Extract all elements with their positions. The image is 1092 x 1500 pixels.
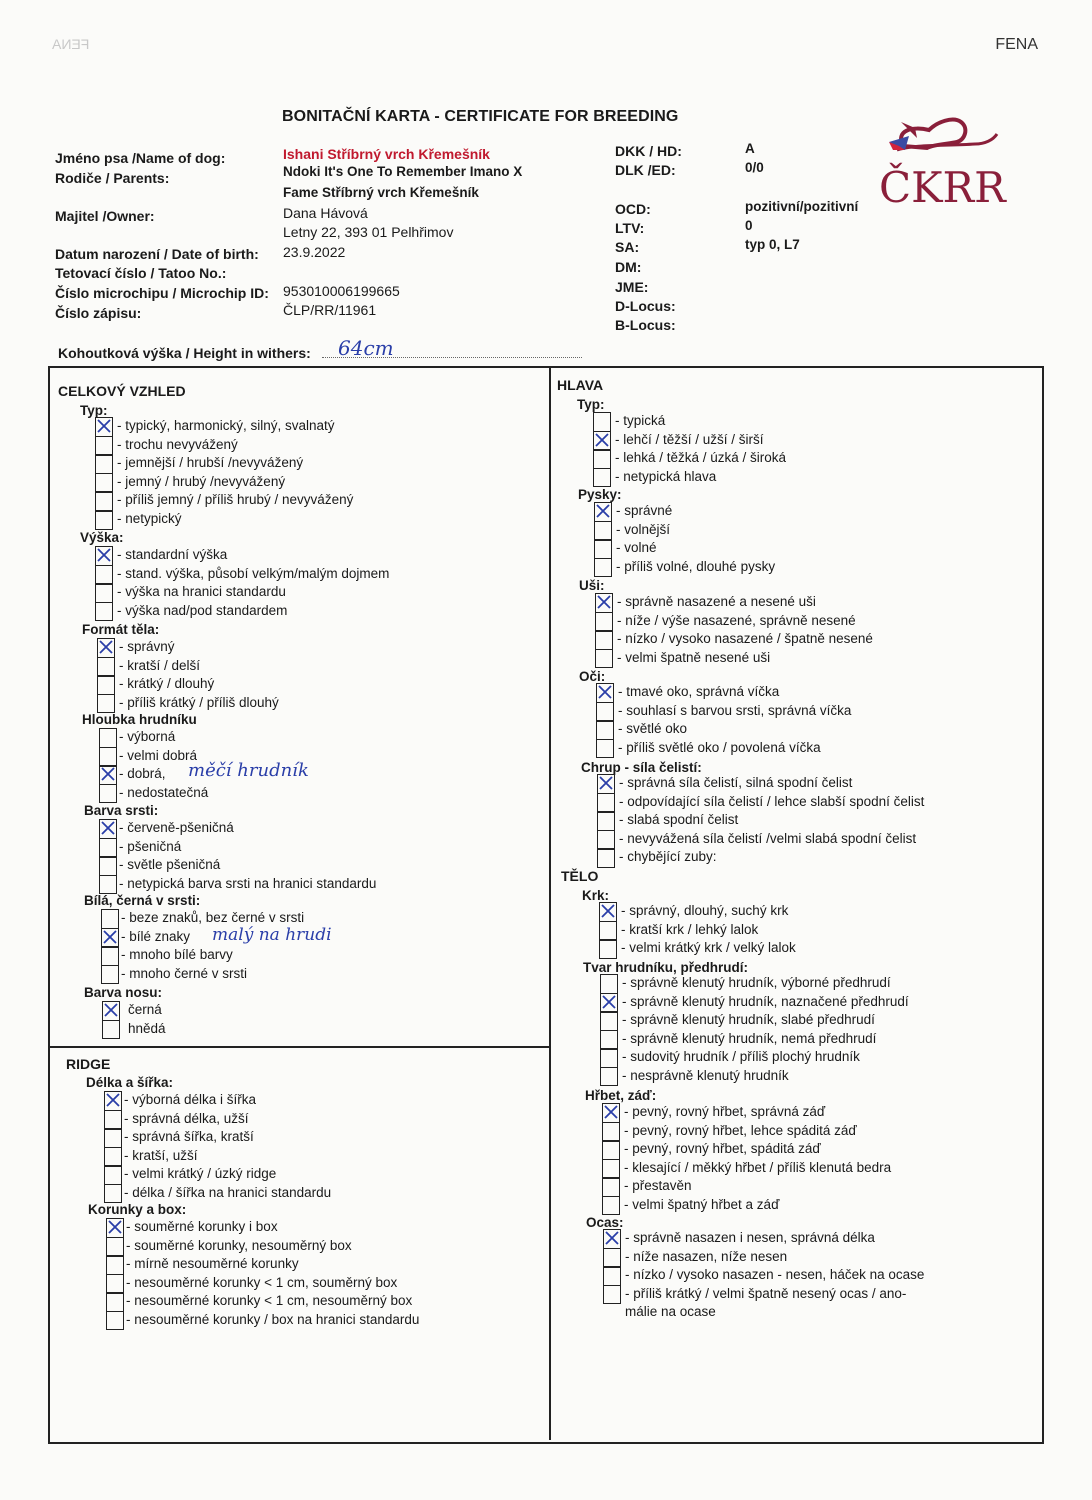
krk-check-mark <box>600 903 616 919</box>
pysky-option: - správné <box>616 503 673 518</box>
page-title: BONITAČNÍ KARTA - CERTIFICATE FOR BREEDING <box>282 108 679 125</box>
checkbox-divider <box>100 747 116 749</box>
format-check-mark <box>98 639 114 655</box>
bila-checkbox-column[interactable] <box>101 909 119 984</box>
checkbox-divider <box>604 1266 620 1268</box>
checkbox-divider <box>100 838 116 840</box>
checkbox-divider <box>96 473 112 475</box>
bila-label: Bílá, černá v srsti: <box>84 893 201 908</box>
checkbox-divider <box>107 1255 123 1257</box>
checkbox-divider <box>594 468 610 470</box>
korunky-option: - souměrné korunky, nesouměrný box <box>126 1237 352 1253</box>
korunky-option: - nesouměrné korunky < 1 cm, nesouměrný box <box>126 1293 413 1308</box>
typ-option: - lehčí / těžší / užší / širší <box>615 431 764 447</box>
korunky-checkbox-column[interactable] <box>106 1218 124 1330</box>
vyska-check-mark <box>96 547 112 563</box>
vyska-option: - výška nad/pod standardem <box>117 602 288 618</box>
typ-label: Typ: <box>80 403 108 418</box>
health-label: SA: <box>615 239 640 255</box>
typ-option: - typický, harmonický, silný, svalnatý <box>117 418 335 433</box>
typ-option: - typická <box>615 413 666 428</box>
bila-option: - beze znaků, bez černé v srsti <box>121 910 305 925</box>
owner-name: Dana Hávová <box>283 205 368 221</box>
hrbet-label: Hřbet, záď: <box>585 1088 657 1103</box>
bila-check-mark <box>102 929 118 945</box>
checkbox-divider <box>603 1196 619 1198</box>
checkbox-divider <box>96 565 112 567</box>
health-label: DLK /ED: <box>615 162 676 178</box>
reg-value: ČLP/RR/11961 <box>283 302 377 318</box>
health-value: 0 <box>745 218 753 233</box>
telo-heading: TĚLO <box>561 868 599 884</box>
ocas-option: málie na ocase <box>625 1304 716 1319</box>
svg-text:ČKRR: ČKRR <box>879 163 1006 210</box>
height-value: 64cm <box>338 336 394 360</box>
usi-option: - nízko / vysoko nasazené / špatně nesené <box>617 631 873 646</box>
fena-label: FENA <box>995 36 1038 53</box>
height-underline <box>322 357 582 358</box>
typ-option: - trochu nevyvážený <box>117 436 238 452</box>
oci-check-mark <box>597 684 613 700</box>
checkbox-divider <box>595 539 611 541</box>
vyska-label: Výška: <box>80 530 124 545</box>
typ-option: - příliš jemný / příliš hrubý / nevyvážený <box>117 492 354 508</box>
korunky-option: - nesouměrné korunky / box na hranici standardu <box>126 1311 420 1327</box>
usi-option: - správně nasazené a nesené uši <box>617 594 816 609</box>
barva-check-mark <box>100 820 116 836</box>
checkbox-divider <box>601 1011 617 1013</box>
delka-label: Délka a šířka: <box>86 1075 174 1090</box>
health-label: LTV: <box>615 220 645 236</box>
ridge-heading: RIDGE <box>66 1056 111 1072</box>
checkbox-divider <box>597 720 613 722</box>
format-label: Formát těla: <box>82 622 160 637</box>
checkbox-divider <box>601 1048 617 1050</box>
typ-option: - netypická hlava <box>615 468 717 484</box>
krk-option: - velmi krátký krk / velký lalok <box>621 940 796 955</box>
usi-option: - níže / výše nasazené, správně nesené <box>617 612 856 628</box>
checkbox-divider <box>596 612 612 614</box>
delka-option: - kratší, užší <box>124 1147 198 1163</box>
tvar-option: - nesprávně klenutý hrudník <box>622 1067 789 1083</box>
checkbox-divider <box>601 1030 617 1032</box>
pysky-checkbox-column[interactable] <box>594 502 612 577</box>
column-divider <box>549 368 551 1440</box>
krk-option: - správný, dlouhý, suchý krk <box>621 903 789 918</box>
hrbet-option: - velmi špatný hřbet a záď <box>624 1196 780 1212</box>
nos-check-mark <box>103 1002 119 1018</box>
nos-label: Barva nosu: <box>84 985 163 1000</box>
checkbox-divider <box>96 510 112 512</box>
chip-label: Číslo microchipu / Microchip ID: <box>55 285 269 301</box>
nos-option: hnědá <box>128 1020 166 1036</box>
delka-option: - výborná délka i šířka <box>124 1092 257 1107</box>
health-label: OCD: <box>615 201 651 217</box>
ocas-option: - níže nasazen, níže nesen <box>625 1248 788 1264</box>
tvar-option: - správně klenutý hrudník, slabé předhrudí <box>622 1012 875 1027</box>
vyska-checkbox-column[interactable] <box>95 546 113 621</box>
vyska-option: - výška na hranici standardu <box>117 584 286 599</box>
hloubka-check-mark <box>100 766 116 782</box>
chrup-option: - chybějící zuby: <box>619 849 717 864</box>
health-value: 0/0 <box>745 160 764 175</box>
barva-label: Barva srsti: <box>84 803 159 818</box>
checkbox-divider <box>105 1147 121 1149</box>
hloubka-option: - nedostatečná <box>119 784 209 800</box>
chrup-check-mark <box>598 775 614 791</box>
health-label: DKK / HD: <box>615 143 682 159</box>
checkbox-divider <box>96 583 112 585</box>
pysky-label: Pysky: <box>578 487 622 502</box>
health-label: DM: <box>615 259 642 275</box>
chrup-option: - správná síla čelistí, silná spodní čelist <box>619 775 853 790</box>
hrbet-option: - pevný, rovný hřbet, správná záď <box>624 1104 826 1119</box>
chrup-label: Chrup - síla čelistí: <box>581 760 702 775</box>
pysky-option: - volnější <box>616 521 671 537</box>
oci-label: Oči: <box>579 669 606 684</box>
checkbox-divider <box>603 1122 619 1124</box>
checkbox-divider <box>107 1311 123 1313</box>
health-value: pozitivní/pozitivní <box>745 199 859 214</box>
ocas-check-mark <box>604 1230 620 1246</box>
nos-option: černá <box>128 1002 162 1017</box>
checkbox-divider <box>105 1110 121 1112</box>
ridge-divider <box>50 1046 549 1048</box>
checkbox-divider <box>105 1165 121 1167</box>
checkbox-divider <box>103 1020 119 1022</box>
barva-option: - pšeničná <box>119 838 182 854</box>
health-label: D-Locus: <box>615 298 676 314</box>
korunky-label: Korunky a box: <box>88 1202 187 1217</box>
typ-checkbox-column[interactable] <box>95 417 113 530</box>
delka-option: - velmi krátký / úzký ridge <box>124 1166 277 1181</box>
checkbox-divider <box>598 811 614 813</box>
checkbox-divider <box>100 784 116 786</box>
typ-option: - jemnější / hrubší /nevyvážený <box>117 455 304 471</box>
checkbox-divider <box>601 1067 617 1069</box>
checkbox-divider <box>107 1274 123 1276</box>
usi-checkbox-column[interactable] <box>595 593 613 668</box>
owner-label: Majitel /Owner: <box>55 208 155 224</box>
parent-2: Fame Stříbrný vrch Křemešník <box>283 185 479 200</box>
hloubka-note: měčí hrudník <box>188 760 309 781</box>
oci-checkbox-column[interactable] <box>596 683 614 758</box>
checkbox-divider <box>603 1159 619 1161</box>
checkbox-divider <box>98 657 114 659</box>
typ-check-mark <box>594 432 610 448</box>
barva-option: - červeně-pšeničná <box>119 820 234 835</box>
checkbox-divider <box>594 449 610 451</box>
hrbet-check-mark <box>603 1104 619 1120</box>
ocas-checkbox-column[interactable] <box>603 1229 621 1304</box>
tvar-label: Tvar hrudníku, předhrudí: <box>583 960 749 975</box>
usi-label: Uši: <box>579 578 605 593</box>
checkbox-divider <box>600 939 616 941</box>
checkbox-divider <box>603 1140 619 1142</box>
parent-1: Ndoki It's One To Remember Imano X <box>283 164 523 179</box>
show-through-fena: FENA <box>52 36 90 52</box>
hrbet-option: - klesající / měkký hřbet / příliš klenutá bedra <box>624 1159 892 1175</box>
checkbox-divider <box>595 521 611 523</box>
health-value: typ 0, L7 <box>745 237 800 252</box>
checkbox-divider <box>102 946 118 948</box>
checkbox-divider <box>96 436 112 438</box>
tvar-option: - správně klenutý hrudník, naznačené předhrudí <box>622 993 909 1009</box>
checkbox-divider <box>596 649 612 651</box>
delka-option: - délka / šířka na hranici standardu <box>124 1184 332 1200</box>
health-label: JME: <box>615 279 649 295</box>
barva-option: - světle pšeničná <box>119 857 221 872</box>
format-option: - krátký / dlouhý <box>119 676 215 691</box>
chrup-option: - slabá spodní čelist <box>619 812 739 827</box>
checkbox-divider <box>96 491 112 493</box>
dob-value: 23.9.2022 <box>283 244 346 260</box>
checkbox-divider <box>597 739 613 741</box>
format-option: - příliš krátký / příliš dlouhý <box>119 694 279 710</box>
ckrr-logo <box>875 100 1010 210</box>
checkbox-divider <box>107 1292 123 1294</box>
bila-option: - mnoho bílé barvy <box>121 947 233 962</box>
barva-checkbox-column[interactable] <box>99 819 117 894</box>
typ-label: Typ: <box>577 397 605 412</box>
krk-checkbox-column[interactable] <box>599 902 617 959</box>
tvar-option: - správně klenutý hrudník, nemá předhrudí <box>622 1030 877 1046</box>
pysky-option: - příliš volné, dlouhé pysky <box>616 558 776 574</box>
checkbox-divider <box>105 1128 121 1130</box>
owner-address: Letny 22, 393 01 Pelhřimov <box>283 224 454 240</box>
delka-option: - správná šířka, kratší <box>124 1129 254 1144</box>
oci-option: - tmavé oko, správná víčka <box>618 684 780 699</box>
checkbox-divider <box>96 454 112 456</box>
format-option: - kratší / delší <box>119 657 201 673</box>
oci-option: - příliš světlé oko / povolená víčka <box>618 739 821 755</box>
typ-option: - netypický <box>117 511 182 526</box>
vyska-option: - stand. výška, působí velkým/malým dojmem <box>117 565 390 581</box>
hrbet-checkbox-column[interactable] <box>602 1103 620 1215</box>
hloubka-option: - velmi dobrá <box>119 747 198 763</box>
checkbox-divider <box>100 856 116 858</box>
dog-name: Ishani Stříbrný vrch Křemešník <box>283 146 490 162</box>
checkbox-divider <box>598 793 614 795</box>
ocas-option: - správně nasazen i nesen, správná délka <box>625 1230 875 1245</box>
hrbet-option: - pevný, rovný hřbet, lehce spáditá záď <box>624 1122 857 1138</box>
vyska-option: - standardní výška <box>117 547 228 562</box>
tattoo-label: Tetovací číslo / Tatoo No.: <box>55 265 227 281</box>
height-label: Kohoutková výška / Height in withers: <box>58 345 311 361</box>
format-option: - správný <box>119 639 175 654</box>
checkbox-divider <box>598 830 614 832</box>
ocas-option: - nízko / vysoko nasazen - nesen, háček na ocase <box>625 1267 925 1282</box>
checkbox-divider <box>107 1237 123 1239</box>
reg-label: Číslo zápisu: <box>55 305 142 321</box>
checkbox-divider <box>596 630 612 632</box>
health-value: A <box>745 141 755 156</box>
delka-checkbox-column[interactable] <box>104 1091 122 1203</box>
hrbet-option: - přestavěn <box>624 1178 692 1193</box>
parents-label: Rodiče / Parents: <box>55 170 170 186</box>
hlava-heading: HLAVA <box>557 377 604 393</box>
checkbox-divider <box>102 965 118 967</box>
checkbox-divider <box>603 1177 619 1179</box>
hrbet-option: - pevný, rovný hřbet, spáditá záď <box>624 1141 821 1156</box>
hloubka-label: Hloubka hrudníku <box>82 712 197 727</box>
chrup-checkbox-column[interactable] <box>597 774 615 868</box>
ocas-option: - příliš krátký / velmi špatně nesený ocas / ano- <box>625 1285 907 1301</box>
checkbox-divider <box>600 921 616 923</box>
health-label: B-Locus: <box>615 317 676 333</box>
korunky-option: - nesouměrné korunky < 1 cm, souměrný box <box>126 1274 398 1290</box>
checkbox-divider <box>98 675 114 677</box>
tvar-check-mark <box>601 994 617 1010</box>
oci-option: - světlé oko <box>618 721 688 736</box>
tvar-option: - správně klenutý hrudník, výborné předhrudí <box>622 975 891 990</box>
checkbox-divider <box>96 602 112 604</box>
chrup-option: - odpovídající síla čelistí / lehce slabší spodní čelist <box>619 793 925 809</box>
checkbox-divider <box>98 694 114 696</box>
krk-option: - kratší krk / lehký lalok <box>621 921 759 937</box>
korunky-option: - souměrné korunky i box <box>126 1219 278 1234</box>
checkbox-divider <box>597 702 613 704</box>
checkbox-divider <box>598 848 614 850</box>
checkbox-divider <box>595 558 611 560</box>
checkbox-divider <box>604 1285 620 1287</box>
korunky-option: - mírně nesouměrné korunky <box>126 1256 299 1271</box>
barva-option: - netypická barva srsti na hranici standardu <box>119 875 377 891</box>
checkbox-divider <box>105 1184 121 1186</box>
pysky-check-mark <box>595 503 611 519</box>
bila-option: - mnoho černé v srsti <box>121 965 248 981</box>
typ-option: - jemný / hrubý /nevyvážený <box>117 473 286 489</box>
hloubka-option: - výborná <box>119 729 176 744</box>
typ-checkbox-column[interactable] <box>593 412 611 487</box>
format-checkbox-column[interactable] <box>97 638 115 713</box>
ocas-label: Ocas: <box>586 1215 624 1230</box>
typ-option: - lehká / těžká / úzká / široká <box>615 450 787 465</box>
usi-check-mark <box>596 594 612 610</box>
tvar-option: - sudovitý hrudník / příliš plochý hrudník <box>622 1049 860 1064</box>
dob-label: Datum narození / Date of birth: <box>55 246 259 262</box>
usi-option: - velmi špatně nesené uši <box>617 649 771 665</box>
typ-check-mark <box>96 418 112 434</box>
korunky-check-mark <box>107 1219 123 1235</box>
bila-option: - bílé znaky <box>121 928 191 944</box>
nos-checkbox-column[interactable] <box>102 1001 120 1039</box>
oci-option: - souhlasí s barvou srsti, správná víčka <box>618 702 852 718</box>
delka-check-mark <box>105 1092 121 1108</box>
hloubka-option: - dobrá, <box>119 766 166 781</box>
tvar-checkbox-column[interactable] <box>600 974 618 1086</box>
chrup-option: - nevyvážená síla čelistí /velmi slabá spodní čelist <box>619 830 917 846</box>
name-label: Jméno psa /Name of dog: <box>55 150 226 166</box>
pysky-option: - volné <box>616 540 657 555</box>
checkbox-divider <box>604 1248 620 1250</box>
krk-label: Krk: <box>582 888 610 903</box>
chip-value: 953010006199665 <box>283 283 400 299</box>
checkbox-divider <box>100 875 116 877</box>
bila-note: malý na hrudi <box>212 925 332 945</box>
delka-option: - správná délka, užší <box>124 1110 249 1126</box>
celkovy-vzhled-heading: CELKOVÝ VZHLED <box>58 383 186 399</box>
hloubka-checkbox-column[interactable] <box>99 728 117 803</box>
